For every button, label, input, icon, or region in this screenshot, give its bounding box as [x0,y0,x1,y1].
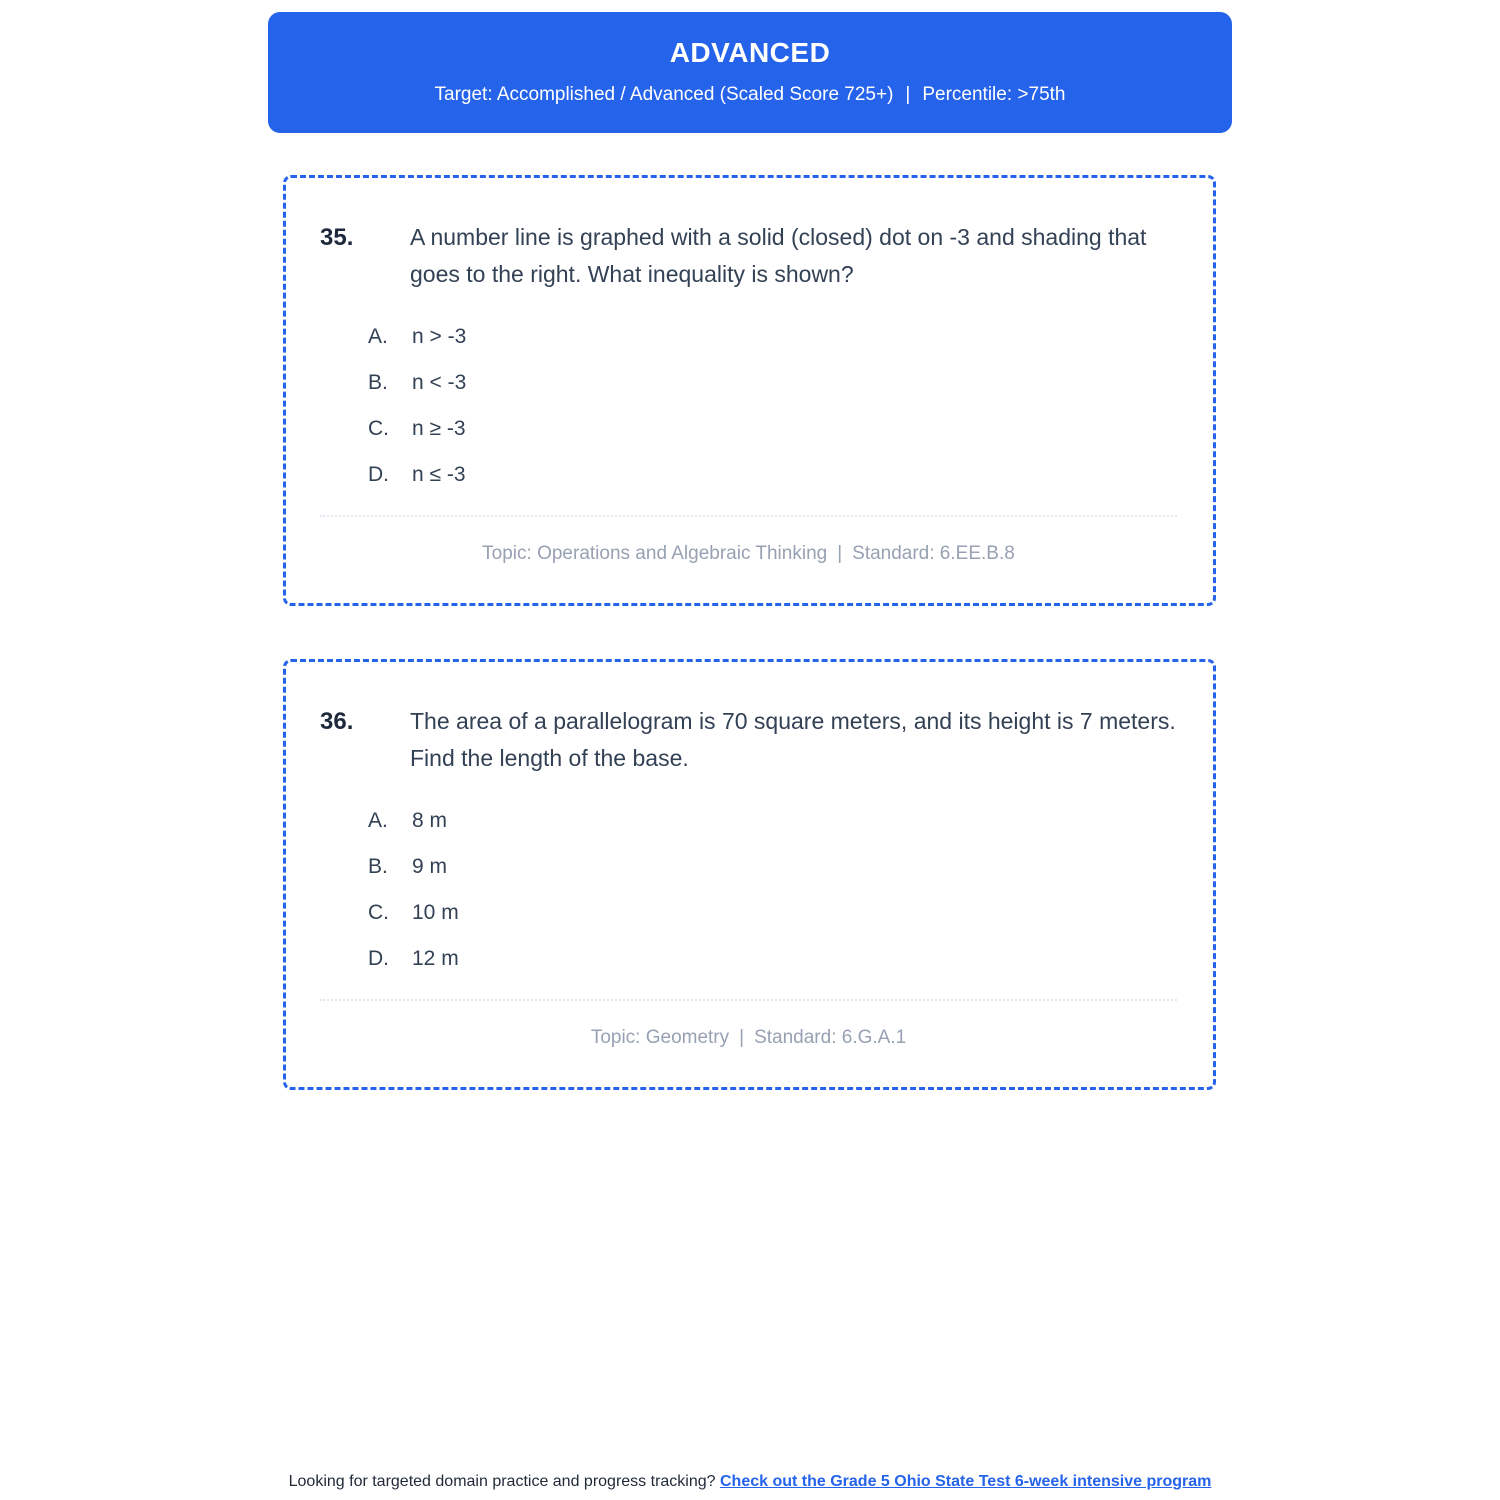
footer-prompt: Looking for targeted domain practice and progress tracking? [288,1473,720,1490]
question-meta [320,1027,1177,1049]
meta-separator: | [739,1027,745,1048]
option-d [368,945,1177,973]
option-c [368,415,1177,443]
percentile-text: Percentile: >75th [922,84,1066,105]
option-letter: A. [368,809,388,832]
option-text: 9 m [412,855,448,878]
option-a [368,323,1177,351]
card-divider [320,999,1177,1001]
option-text: n < -3 [412,371,467,394]
question-meta [320,543,1177,565]
standard-label: Standard: 6.G.A.1 [754,1027,907,1048]
meta-separator: | [837,543,843,564]
option-letter: D. [368,947,389,970]
program-link[interactable]: Check out the Grade 5 Ohio State Test 6-week intensive program [719,1473,1212,1490]
footer-promo [263,1472,1238,1491]
level-title: ADVANCED [669,37,831,68]
option-letter: C. [368,417,389,440]
answer-options [368,807,1177,973]
worksheet-page [0,12,1500,1500]
level-subtitle [288,84,1212,106]
question-text: A number line is graphed with a solid (closed) dot on -3 and shading that goes to the right. What inequality is shown? [410,224,1147,287]
target-text: Target: Accomplished / Advanced (Scaled Score 725+) [434,84,894,105]
question-header [320,703,1177,777]
option-c [368,899,1177,927]
answer-options [368,323,1177,489]
option-a [368,807,1177,835]
option-text: 10 m [412,901,459,924]
option-letter: B. [368,855,388,878]
topic-label: Topic: Geometry [590,1027,730,1048]
option-text: 12 m [412,947,459,970]
question-number: 35. [320,224,354,251]
subtitle-separator: | [905,84,911,105]
option-b [368,369,1177,397]
card-divider [320,515,1177,517]
option-letter: C. [368,901,389,924]
option-letter: A. [368,325,388,348]
option-text: n ≤ -3 [412,463,466,486]
option-letter: B. [368,371,388,394]
option-text: 8 m [412,809,448,832]
question-card-36 [283,659,1216,1090]
question-text: The area of a parallelogram is 70 square meters, and its height is 7 meters. Find the length of the base. [410,708,1176,771]
option-text: n > -3 [412,325,467,348]
option-b [368,853,1177,881]
question-card-35 [283,175,1216,606]
standard-label: Standard: 6.EE.B.8 [852,543,1015,564]
question-header [320,219,1177,293]
option-d [368,461,1177,489]
option-text: n ≥ -3 [412,417,466,440]
question-list [0,175,1500,1090]
question-number: 36. [320,708,354,735]
level-banner [268,12,1232,133]
topic-label: Topic: Operations and Algebraic Thinking [482,543,828,564]
option-letter: D. [368,463,389,486]
